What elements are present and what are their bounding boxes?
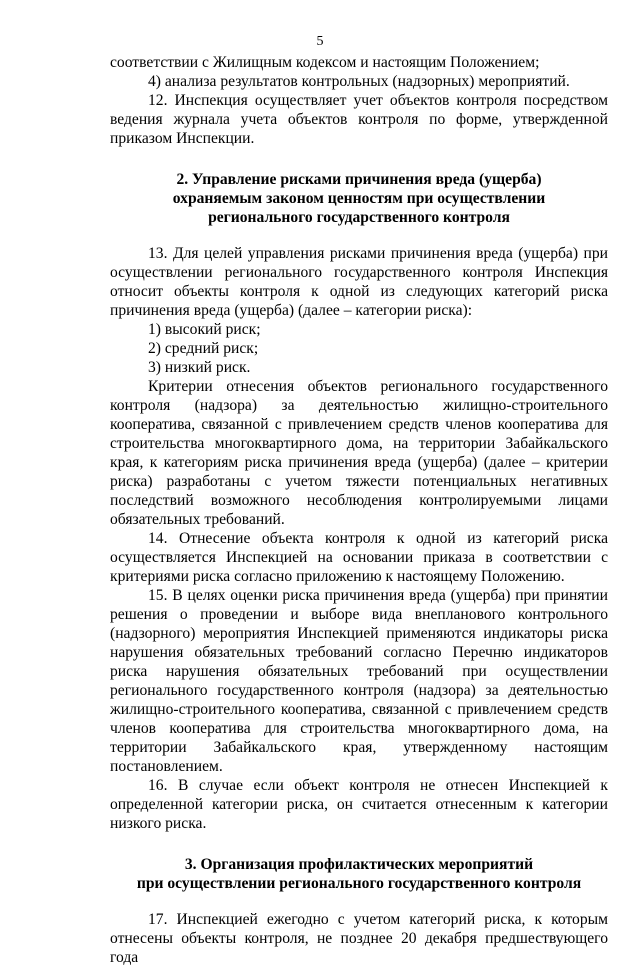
risk-category-high: 1) высокий риск; xyxy=(148,321,261,338)
paragraph-criteria: Критерии отнесения объектов регионального государственного контроля (надзора) за деятельностью жилищно-строительного кооператива, связанной с привлечением средств членов кооператива для строительства многоквартирного дома, на территории Забайкальского края, к категориям риска причинения вреда (ущерба) (далее – критерии риска) разработаны с учетом тяжести потенциальных негативных последствий возможного несоблюдения контролируемыми лицами обязательных требований. xyxy=(110,378,608,528)
section-3-heading: 3. Организация профилактических мероприятий при осуществлении регионального государственного контроля xyxy=(136,856,582,892)
paragraph-15: 15. В целях оценки риска причинения вреда (ущерба) при принятии решения о проведении и выборе вида внепланового контрольного (надзорного) мероприятия Инспекцией применяются индикаторы риска нарушения обязательных требований согласно Перечню индикаторов риска нарушения обязательных требований при осуществлении регионального государственного контроля (надзора) за деятельностью жилищно-строительного кооператива, связанной с привлечением средств членов кооператива для строительства многоквартирного дома, на территории Забайкальского края, утвержденному настоящим постановлением. xyxy=(110,587,608,775)
risk-category-low: 3) низкий риск. xyxy=(148,359,251,376)
paragraph-12: 12. Инспекция осуществляет учет объектов контроля посредством ведения журнала учета объектов контроля по форме, утвержденной приказом Инспекции. xyxy=(110,92,608,147)
paragraph-13: 13. Для целей управления рисками причинения вреда (ущерба) при осуществлении регионального государственного контроля Инспекция относит объекты контроля к одной из следующих категорий риска причинения вреда (ущерба) (далее – категории риска): xyxy=(110,245,608,319)
document-body xyxy=(110,53,608,967)
risk-category-medium: 2) средний риск; xyxy=(148,340,259,357)
list-item-analysis: 4) анализа результатов контрольных (надзорных) мероприятий. xyxy=(148,73,570,90)
paragraph-14: 14. Отнесение объекта контроля к одной из категорий риска осуществляется Инспекцией на основании приказа в соответствии с критериями риска согласно приложению к настоящему Положению. xyxy=(110,530,608,585)
paragraph-16: 16. В случае если объект контроля не отнесен Инспекцией к определенной категории риска, он считается отнесенным к категории низкого риска. xyxy=(110,777,608,832)
paragraph-continuation: соответствии с Жилищным кодексом и настоящим Положением; xyxy=(110,54,540,71)
section-2-heading: 2. Управление рисками причинения вреда (ущерба) охраняемым законом ценностям при осуществлении регионального государственного контроля xyxy=(172,171,546,226)
paragraph-17: 17. Инспекцией ежегодно с учетом категорий риска, к которым отнесены объекты контроля, не позднее 20 декабря предшествующего года xyxy=(110,911,608,966)
page-number: 5 xyxy=(316,34,324,49)
